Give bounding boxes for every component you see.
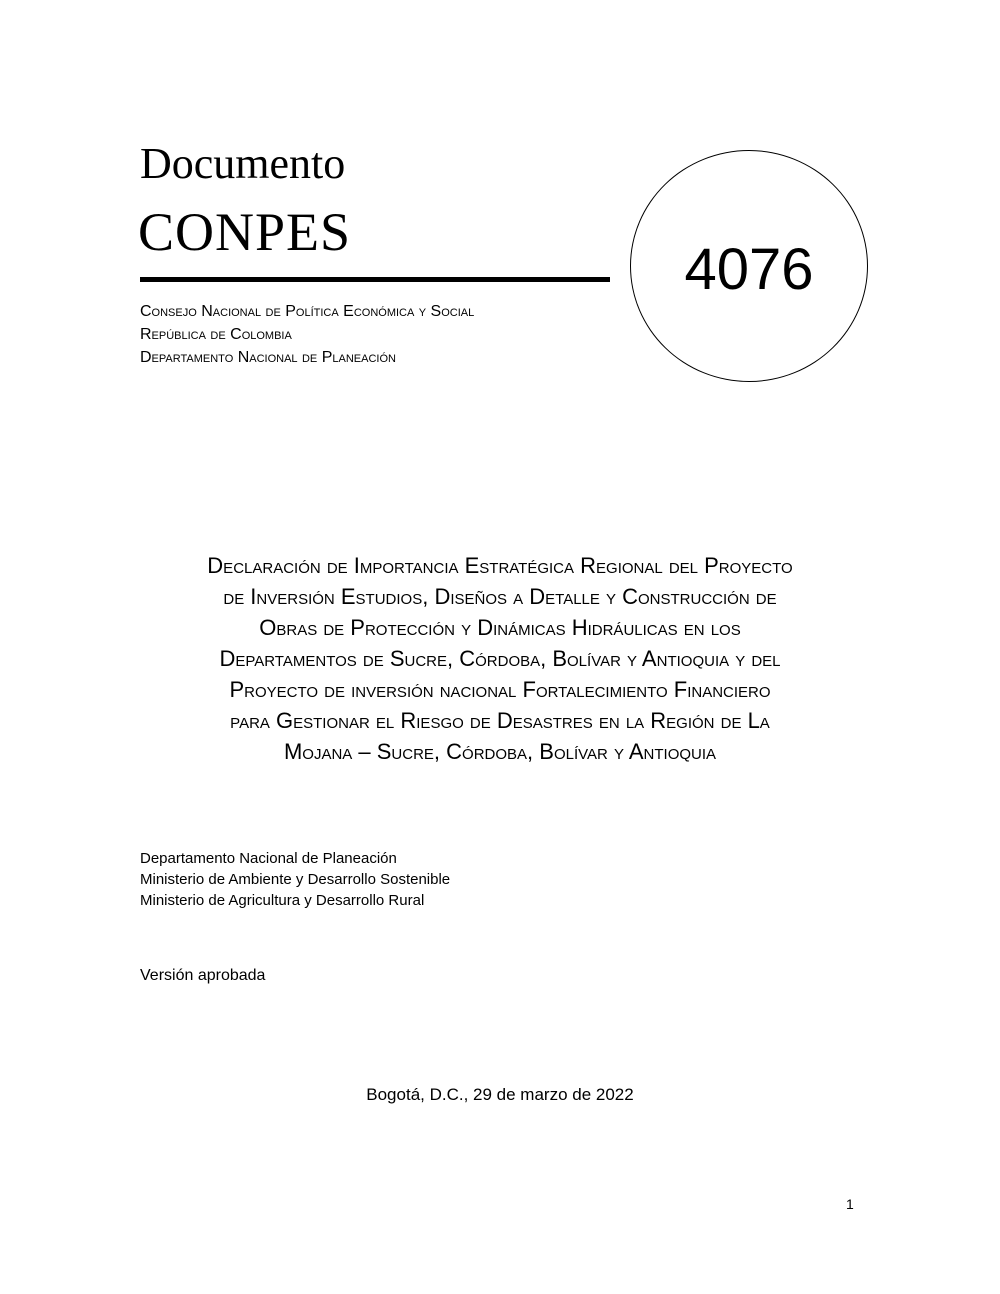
document-type-title: CONPES bbox=[138, 202, 352, 262]
document-number-circle bbox=[630, 150, 868, 382]
title-line: Declaración de Importancia Estratégica Regional del Proyecto bbox=[207, 553, 793, 578]
institution-line: Consejo Nacional de Política Económica y Social bbox=[140, 303, 475, 320]
entity-item: Ministerio de Ambiente y Desarrollo Sostenible bbox=[140, 871, 451, 888]
place-and-date: Bogotá, D.C., 29 de marzo de 2022 bbox=[366, 1085, 634, 1104]
document-label: Documento bbox=[140, 139, 346, 188]
title-line: para Gestionar el Riesgo de Desastres en la Región de La bbox=[230, 708, 770, 733]
institution-line: Departamento Nacional de Planeación bbox=[140, 349, 396, 366]
document-title bbox=[100, 550, 900, 767]
entity-item: Departamento Nacional de Planeación bbox=[140, 850, 397, 867]
institution-block bbox=[140, 300, 474, 369]
entity-item: Ministerio de Agricultura y Desarrollo Rural bbox=[140, 892, 425, 909]
title-line: Obras de Protección y Dinámicas Hidráulicas en los bbox=[259, 615, 741, 640]
title-line: Departamentos de Sucre, Córdoba, Bolívar y Antioquia y del bbox=[219, 646, 781, 671]
document-number: 4076 bbox=[684, 237, 814, 302]
version-status: Versión aprobada bbox=[140, 967, 266, 984]
title-underline bbox=[140, 277, 610, 282]
institution-line: República de Colombia bbox=[140, 326, 292, 343]
responsible-entities bbox=[140, 848, 450, 911]
page-number: 1 bbox=[846, 1196, 854, 1212]
title-line: Mojana – Sucre, Córdoba, Bolívar y Antioquia bbox=[283, 739, 717, 764]
title-line: de Inversión Estudios, Diseños a Detalle y Construcción de bbox=[223, 584, 777, 609]
title-line: Proyecto de inversión nacional Fortalecimiento Financiero bbox=[229, 677, 771, 702]
